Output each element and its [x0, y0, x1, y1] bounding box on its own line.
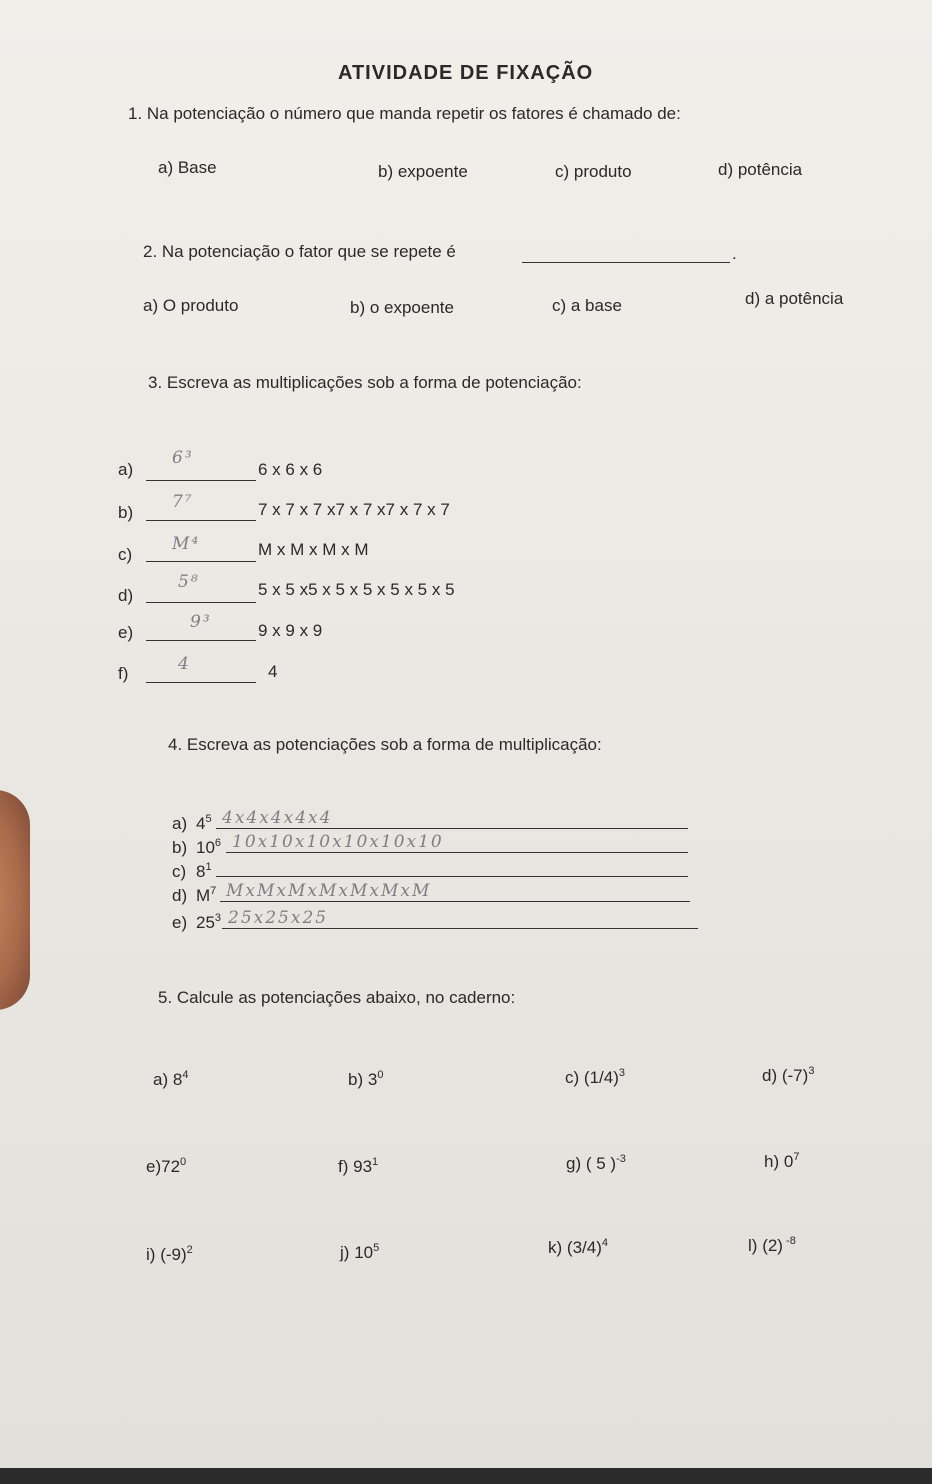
page-title: ATIVIDADE DE FIXAÇÃO: [338, 62, 594, 84]
q5-item: g) ( 5 )$^{-3}$: [566, 1153, 626, 1173]
q3-handwritten-answer: M⁴: [172, 534, 201, 554]
q5-item: f) $93^1$: [338, 1156, 379, 1176]
q3-item-expression: 5 x 5 x5 x 5 x 5 x 5 x 5 x 5: [258, 580, 455, 599]
q5-item: h) $0^7$: [764, 1151, 800, 1171]
q2-blank: [522, 262, 730, 263]
q3-item-expression: 4: [268, 662, 278, 681]
q4-handwritten-answer: 10x10x10x10x10x10: [232, 832, 444, 852]
q4-answer-line: [216, 828, 688, 829]
q5-text: 5. Calcule as potenciações abaixo, no caderno:: [158, 988, 516, 1007]
q4-item-label: b): [172, 838, 188, 857]
q3-item-label: f): [118, 664, 129, 683]
q3-answer-line: [146, 561, 256, 562]
q1-option-c: c) produto: [555, 162, 632, 181]
q4-answer-line: [216, 876, 688, 877]
q4-item-label: d): [172, 886, 188, 905]
q3-answer-line: [146, 520, 256, 521]
q2-end: .: [732, 244, 737, 263]
q3-item-label: b): [118, 503, 134, 522]
q1-option-b: b) expoente: [378, 162, 468, 181]
q1-text: 1. Na potenciação o número que manda repetir os fatores é chamado de:: [128, 104, 681, 123]
q4-item-power: $M^7$: [196, 885, 217, 905]
q3-item-label: e): [118, 623, 134, 642]
q2-text: 2. Na potenciação o fator que se repete é: [143, 242, 456, 261]
q4-answer-line: [226, 852, 688, 853]
q3-item-label: a): [118, 460, 134, 479]
q3-handwritten-answer: 9³: [190, 612, 212, 632]
q4-handwritten-answer: MxMxMxMxMxMxM: [226, 881, 432, 901]
q4-item-power: $25^3$: [196, 912, 222, 932]
q4-answer-line: [222, 928, 698, 929]
q5-item: a) $8^4$: [153, 1069, 189, 1089]
q3-answer-line: [146, 602, 256, 603]
q4-item-label: c): [172, 862, 187, 881]
q4-item-power: $8^1$: [196, 861, 212, 881]
q3-item-expression: M x M x M x M: [258, 540, 369, 559]
q3-item-expression: 6 x 6 x 6: [258, 460, 323, 479]
q4-item-label: a): [172, 814, 188, 833]
q5-item: b) $3^0$: [348, 1069, 384, 1089]
q5-item: c) $(1/4)^3$: [565, 1067, 625, 1087]
q3-handwritten-answer: 6³: [172, 448, 194, 468]
q1-option-d: d) potência: [718, 160, 803, 179]
q4-handwritten-answer: 25x25x25: [228, 908, 329, 928]
q2-option-c: c) a base: [552, 296, 622, 315]
q3-item-expression: 7 x 7 x 7 x7 x 7 x7 x 7 x 7: [258, 500, 450, 519]
q3-handwritten-answer: 7⁷: [172, 492, 194, 512]
q1-option-a: a) Base: [158, 158, 217, 177]
q2-option-b: b) o expoente: [350, 298, 454, 317]
q5-item: $e)72^0$: [146, 1156, 187, 1176]
q5-item: j) $10^5$: [340, 1242, 380, 1262]
q3-text: 3. Escreva as multiplicações sob a forma de potenciação:: [148, 373, 582, 392]
q3-item-label: d): [118, 586, 134, 605]
q4-answer-line: [220, 901, 690, 902]
q4-item-label: e): [172, 913, 188, 932]
q2-option-a: a) O produto: [143, 296, 239, 315]
q4-item-power: $4^5$: [196, 813, 212, 833]
q4-text: 4. Escreva as potenciações sob a forma de multiplicação:: [168, 735, 602, 754]
q3-answer-line: [146, 640, 256, 641]
q3-handwritten-answer: 4: [178, 654, 191, 674]
q3-item-expression: 9 x 9 x 9: [258, 621, 323, 640]
q3-answer-line: [146, 682, 256, 683]
q3-answer-line: [146, 480, 256, 481]
q5-item: k) $(3/4)^4$: [548, 1237, 608, 1257]
q5-item: i) $(-9)^2$: [146, 1244, 193, 1264]
q3-handwritten-answer: 5⁸: [178, 572, 200, 592]
finger-edge: [0, 790, 30, 1010]
q3-item-label: c): [118, 545, 133, 564]
q5-item: l) (2) $^{-8}$: [748, 1235, 796, 1255]
q2-option-d: d) a potência: [745, 289, 844, 308]
q5-item: d) $(-7)^3$: [762, 1065, 815, 1085]
q4-item-power: $10^6$: [196, 837, 222, 857]
q4-handwritten-answer: 4x4x4x4x4: [222, 808, 333, 828]
table-edge: [0, 1468, 932, 1484]
